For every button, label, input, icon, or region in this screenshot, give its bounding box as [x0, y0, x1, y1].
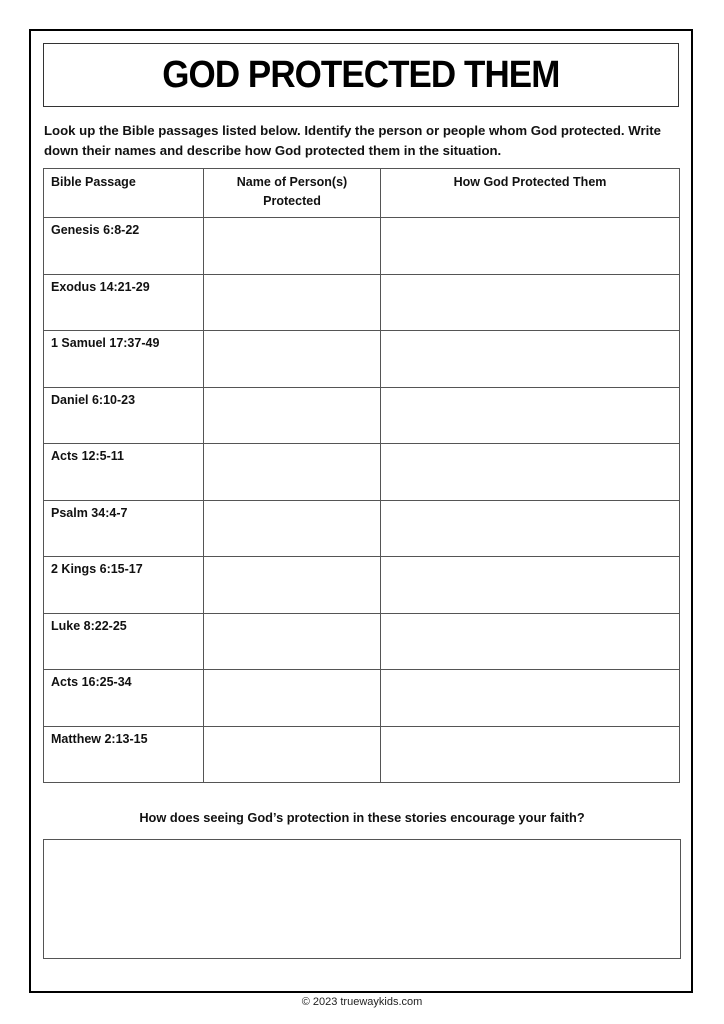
- passage-cell: Matthew 2:13-15: [44, 726, 204, 783]
- table-row: [44, 670, 680, 727]
- name-answer-cell[interactable]: [204, 331, 381, 388]
- name-answer-cell[interactable]: [204, 274, 381, 331]
- name-answer-cell[interactable]: [204, 218, 381, 275]
- table-row: [44, 274, 680, 331]
- how-answer-cell[interactable]: [381, 444, 680, 501]
- how-answer-cell[interactable]: [381, 557, 680, 614]
- passage-cell: Daniel 6:10-23: [44, 387, 204, 444]
- table-row: [44, 557, 680, 614]
- table-row: [44, 613, 680, 670]
- table-row: [44, 726, 680, 783]
- header-name-of-persons: [204, 169, 381, 218]
- table-row: [44, 444, 680, 501]
- passage-cell: Psalm 34:4-7: [44, 500, 204, 557]
- how-answer-cell[interactable]: [381, 613, 680, 670]
- copyright-footer: © 2023 truewaykids.com: [301, 996, 423, 1008]
- how-answer-cell[interactable]: [381, 331, 680, 388]
- how-answer-cell[interactable]: [381, 726, 680, 783]
- reflection-answer-box[interactable]: [43, 839, 681, 959]
- header-name-line2: Protected: [263, 194, 321, 208]
- how-answer-cell[interactable]: [381, 274, 680, 331]
- name-answer-cell[interactable]: [204, 613, 381, 670]
- table-row: [44, 387, 680, 444]
- passage-cell: Genesis 6:8-22: [44, 218, 204, 275]
- how-answer-cell[interactable]: [381, 670, 680, 727]
- table-header-row: [44, 169, 680, 218]
- name-answer-cell[interactable]: [204, 726, 381, 783]
- how-answer-cell[interactable]: [381, 387, 680, 444]
- table-row: [44, 218, 680, 275]
- passage-cell: Acts 16:25-34: [44, 670, 204, 727]
- reflection-question: How does seeing God’s protection in these stories encourage your faith?: [139, 810, 585, 825]
- how-answer-cell[interactable]: [381, 218, 680, 275]
- name-answer-cell[interactable]: [204, 670, 381, 727]
- name-answer-cell[interactable]: [204, 444, 381, 501]
- header-bible-passage: Bible Passage: [44, 169, 204, 218]
- page-title: GOD PROTECTED THEM: [162, 53, 560, 96]
- instructions-text: Look up the Bible passages listed below. Identify the person or people whom God protected. Write down their names and describe how God protected them in the situation.: [44, 123, 661, 158]
- name-answer-cell[interactable]: [204, 557, 381, 614]
- how-answer-cell[interactable]: [381, 500, 680, 557]
- header-how-protected: How God Protected Them: [381, 169, 680, 218]
- passage-cell: 1 Samuel 17:37-49: [44, 331, 204, 388]
- table-row: [44, 500, 680, 557]
- passage-cell: Acts 12:5-11: [44, 444, 204, 501]
- passages-table: [43, 168, 680, 783]
- passage-cell: 2 Kings 6:15-17: [44, 557, 204, 614]
- passage-cell: Exodus 14:21-29: [44, 274, 204, 331]
- title-box: [43, 43, 679, 107]
- passage-cell: Luke 8:22-25: [44, 613, 204, 670]
- name-answer-cell[interactable]: [204, 387, 381, 444]
- header-name-line1: Name of Person(s): [236, 175, 348, 189]
- name-answer-cell[interactable]: [204, 500, 381, 557]
- table-row: [44, 331, 680, 388]
